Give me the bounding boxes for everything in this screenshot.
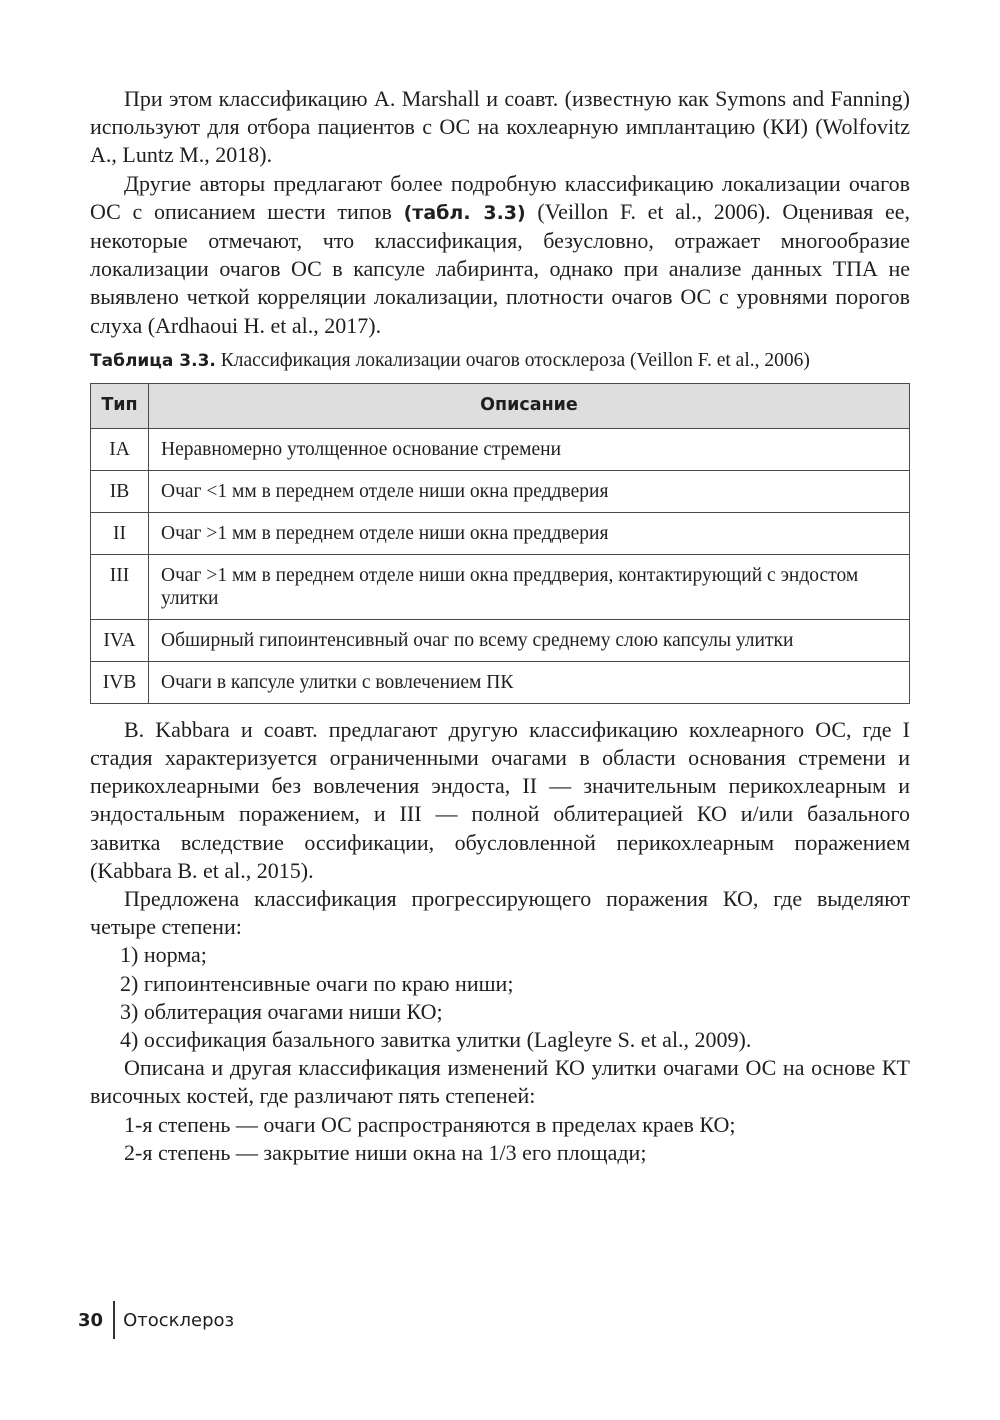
table-caption-text: Классификация локализации очагов отосклероза (Veillon F. et al., 2006): [220, 349, 810, 371]
cell-type: III: [91, 554, 149, 619]
footer-divider: [113, 1301, 115, 1339]
table-header-row: [91, 383, 910, 428]
cell-type: IVA: [91, 619, 149, 661]
table-row: [91, 512, 910, 554]
body-text-top: [90, 85, 910, 340]
running-title: Отосклероз: [123, 1309, 235, 1331]
table-row: [91, 428, 910, 470]
page-footer: [78, 1301, 234, 1339]
list-item: 3) облитерация очагами ниши КО;: [120, 998, 443, 1024]
page-number: 30: [78, 1309, 104, 1331]
cell-description: Обширный гипоинтенсивный очаг по всему среднему слою капсулы улитки: [149, 619, 910, 661]
table-row: [91, 619, 910, 661]
column-header-type: Тип: [91, 383, 149, 428]
cell-type: II: [91, 512, 149, 554]
paragraph: Описана и другая классификация изменений КО улитки очагами ОС на основе КТ височных костей, где различают пять степеней:: [90, 1055, 910, 1109]
paragraph-text: Другие авторы предлагают более подробную классификацию локализации очагов ОС с описанием шести типов: [90, 170, 910, 224]
table-row: [91, 661, 910, 703]
paragraph-text: (Veillon F. et al., 2006). Оценивая ее, некоторые отмечают, что классификация, безусловно, отражает многообразие локализации очагов ОС в капсуле лабиринта, однако при анализе данных ТПА не выявлено четкой корреляции локализации, плотности очагов ОС с уровнями порогов слуха (Ardhaoui H. et al., 2017).: [90, 198, 911, 338]
list-item: 1) норма;: [120, 942, 207, 968]
paragraph: 2-я степень — закрытие ниши окна на 1/3 его площади;: [124, 1139, 647, 1165]
cell-description: Очаг >1 мм в переднем отделе ниши окна преддверия: [149, 512, 910, 554]
cell-description: Неравномерно утолщенное основание стремени: [149, 428, 910, 470]
table-caption: [90, 348, 910, 374]
list-item: 4) оссификация базального завитка улитки (Lagleyre S. et al., 2009).: [120, 1027, 752, 1053]
paragraph: B. Kabbara и соавт. предлагают другую классификацию кохлеарного ОС, где I стадия характеризуется ограниченными очагами в области основания стремени и перикохлеарными без вовлечения эндоста, II — значительным перикохлеарным и эндостальным поражением, и III — полной облитерацией КО и/или базального завитка вследствие оссификации, обусловленной перикохлеарным поражением (Kabbara B. et al., 2015).: [90, 716, 910, 883]
paragraph: 1-я степень — очаги ОС распространяются в пределах краев КО;: [124, 1111, 736, 1137]
cell-type: IVB: [91, 661, 149, 703]
body-text-bottom: [90, 716, 910, 1167]
page-content: [90, 85, 910, 1167]
paragraph: При этом классификацию A. Marshall и соавт. (известную как Symons and Fanning) используют для отбора пациентов с ОС на кохлеарную имплантацию (КИ) (Wolfovitz A., Luntz M., 2018).: [90, 86, 910, 168]
paragraph: [90, 170, 910, 340]
grade-list: [90, 941, 910, 1054]
table-row: [91, 470, 910, 512]
table-row: [91, 554, 910, 619]
cell-description: Очаг >1 мм в переднем отделе ниши окна преддверия, контактирующий с эндостом улитки: [149, 554, 910, 619]
classification-table: [90, 383, 910, 704]
column-header-description: Описание: [149, 383, 910, 428]
paragraph: Предложена классификация прогрессирующего поражения КО, где выделяют четыре степени:: [90, 886, 910, 940]
cell-type: IA: [91, 428, 149, 470]
table-reference: (табл. 3.3): [403, 201, 526, 224]
cell-description: Очаг <1 мм в переднем отделе ниши окна преддверия: [149, 470, 910, 512]
table-caption-label: Таблица 3.3.: [90, 350, 216, 371]
cell-description: Очаги в капсуле улитки с вовлечением ПК: [149, 661, 910, 703]
cell-type: IB: [91, 470, 149, 512]
list-item: 2) гипоинтенсивные очаги по краю ниши;: [120, 970, 514, 996]
